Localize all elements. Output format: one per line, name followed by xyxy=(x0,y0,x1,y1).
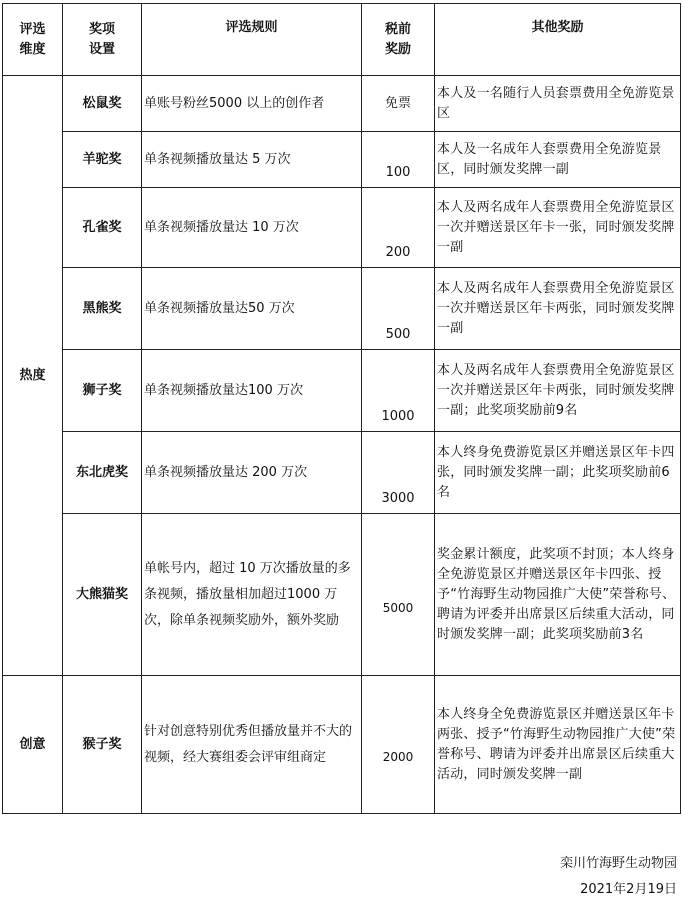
award-rule: 单条视频播放量达100 万次 xyxy=(142,350,362,432)
table-row xyxy=(3,432,681,514)
award-other: 本人及两名成年人套票费用全免游览景区一次并赠送景区年卡两张，同时颁发奖牌一副 xyxy=(435,268,681,350)
table-row xyxy=(3,132,681,188)
award-other: 本人终身全免费游览景区并赠送景区年卡两张、授予“竹海野生动物园推广大使”荣誉称号、聘请为评委并出席景区后续重大活动，同时颁发奖牌一副 xyxy=(435,676,681,814)
award-name: 孔雀奖 xyxy=(63,188,142,268)
award-prize: 3000 xyxy=(362,432,435,514)
award-name: 大熊猫奖 xyxy=(63,514,142,676)
header-rule: 评选规则 xyxy=(142,4,362,76)
award-prize: 5000 xyxy=(362,514,435,676)
award-rule: 单条视频播放量达 10 万次 xyxy=(142,188,362,268)
header-prize: 税前奖励 xyxy=(362,4,435,76)
award-name: 狮子奖 xyxy=(63,350,142,432)
table-row xyxy=(3,268,681,350)
award-prize: 100 xyxy=(362,132,435,188)
table-row xyxy=(3,76,681,132)
award-name: 东北虎奖 xyxy=(63,432,142,514)
award-name: 松鼠奖 xyxy=(63,76,142,132)
table-row xyxy=(3,676,681,814)
award-rule: 单条视频播放量达 200 万次 xyxy=(142,432,362,514)
award-rule: 针对创意特别优秀但播放量并不大的视频，经大赛组委会评审组商定 xyxy=(142,676,362,814)
dimension-heat: 热度 xyxy=(3,76,63,676)
award-other: 本人及一名成年人套票费用全免游览景区，同时颁发奖牌一副 xyxy=(435,132,681,188)
award-other: 本人终身免费游览景区并赠送景区年卡四张，同时颁发奖牌一副；此奖项奖励前6名 xyxy=(435,432,681,514)
table-row xyxy=(3,188,681,268)
table-row xyxy=(3,514,681,676)
footer-org: 栾川竹海野生动物园 xyxy=(559,856,677,871)
table-row xyxy=(3,350,681,432)
award-prize: 免票 xyxy=(362,76,435,132)
rules-table xyxy=(2,3,681,814)
header-award: 奖项设置 xyxy=(63,4,142,76)
award-prize: 2000 xyxy=(362,676,435,814)
footer-date: 2021年2月19日 xyxy=(580,882,677,897)
award-other: 本人及两名成年人套票费用全免游览景区一次并赠送景区年卡一张，同时颁发奖牌一副 xyxy=(435,188,681,268)
award-prize: 1000 xyxy=(362,350,435,432)
dimension-creative: 创意 xyxy=(3,676,63,814)
award-rule: 单帐号内，超过 10 万次播放量的多条视频，播放量相加超过1000 万次，除单条视频奖励外，额外奖励 xyxy=(142,514,362,676)
award-name: 猴子奖 xyxy=(63,676,142,814)
header-other: 其他奖励 xyxy=(435,4,681,76)
award-prize: 200 xyxy=(362,188,435,268)
award-other: 本人及两名成年人套票费用全免游览景区一次并赠送景区年卡两张，同时颁发奖牌一副；此奖项奖励前9名 xyxy=(435,350,681,432)
award-name: 羊驼奖 xyxy=(63,132,142,188)
award-other: 本人及一名随行人员套票费用全免游览景区 xyxy=(435,76,681,132)
header-row xyxy=(3,4,681,76)
award-rule: 单条视频播放量达50 万次 xyxy=(142,268,362,350)
header-dimension: 评选维度 xyxy=(3,4,63,76)
award-rule: 单账号粉丝5000 以上的创作者 xyxy=(142,76,362,132)
award-rule: 单条视频播放量达 5 万次 xyxy=(142,132,362,188)
award-other: 奖金累计额度，此奖项不封顶；本人终身全免游览景区并赠送景区年卡四张、授予“竹海野生动物园推广大使”荣誉称号、聘请为评委并出席景区后续重大活动，同时颁发奖牌一副；此奖项奖励前3名 xyxy=(435,514,681,676)
award-name: 黑熊奖 xyxy=(63,268,142,350)
award-prize: 500 xyxy=(362,268,435,350)
